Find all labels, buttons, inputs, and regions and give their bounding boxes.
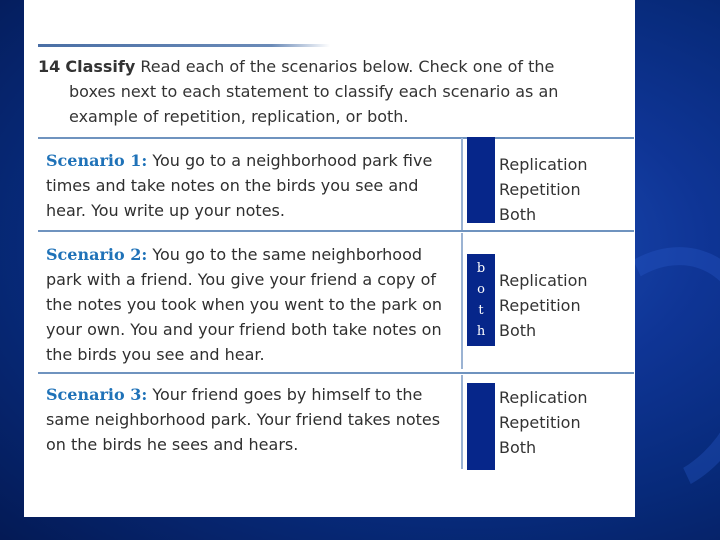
option-both[interactable]: Both [499, 321, 537, 340]
option-both[interactable]: Both [499, 205, 537, 224]
option-replication[interactable]: Replication [499, 271, 588, 290]
scenario-2-label: Scenario 2: [46, 245, 148, 264]
scenario-2-line-5: the birds you see and hear. [46, 345, 265, 364]
separator-scenario-2 [38, 230, 634, 232]
scenario-3-options [499, 385, 588, 460]
scenario-1-label: Scenario 1: [46, 151, 148, 170]
worksheet-image [24, 0, 635, 517]
separator-scenario-3 [38, 372, 634, 374]
instruction-line-2: boxes next to each statement to classify each scenario as an [69, 82, 559, 101]
scenario-3-answer-box[interactable] [467, 383, 495, 470]
scenario-3-divider [461, 375, 463, 469]
scenario-2-divider [461, 233, 463, 369]
scenario-2-options [499, 268, 588, 343]
option-repetition[interactable]: Repetition [499, 413, 581, 432]
scenario-3-line-2: same neighborhood park. Your friend takes notes [46, 410, 441, 429]
answer-letter: t [478, 303, 484, 318]
scenario-3-text [46, 382, 458, 457]
instruction-line-1: Read each of the scenarios below. Check one of the [140, 57, 555, 76]
scenario-2-answer-box[interactable] [467, 254, 495, 346]
option-both[interactable]: Both [499, 438, 537, 457]
scenario-2-line-2: park with a friend. You give your friend a copy of [46, 270, 436, 289]
option-repetition[interactable]: Repetition [499, 180, 581, 199]
scenario-1-line-3: hear. You write up your notes. [46, 201, 285, 220]
scenario-3-label: Scenario 3: [46, 385, 148, 404]
scenario-1-line-1: You go to a neighborhood park five [147, 151, 433, 170]
scenario-1-text [46, 148, 458, 223]
answer-letter: o [477, 282, 485, 297]
scenario-2-line-1: You go to the same neighborhood [147, 245, 423, 264]
scenario-2-line-4: your own. You and your friend both take notes on [46, 320, 442, 339]
instruction-line-3: example of repetition, replication, or both. [69, 107, 409, 126]
separator-top [38, 137, 634, 139]
option-replication[interactable]: Replication [499, 388, 588, 407]
exercise-keyword: Classify [65, 57, 136, 76]
scenario-2-line-3: the notes you took when you went to the park on [46, 295, 443, 314]
answer-letter: b [476, 261, 486, 276]
answer-letter: h [476, 324, 486, 339]
scenario-1-divider [461, 138, 463, 230]
scenario-1-answer-box[interactable] [467, 137, 495, 223]
top-rule [38, 44, 330, 47]
scenario-3-line-1: Your friend goes by himself to the [147, 385, 423, 404]
scenario-1-line-2: times and take notes on the birds you see and [46, 176, 419, 195]
exercise-heading [38, 54, 598, 129]
option-replication[interactable]: Replication [499, 155, 588, 174]
scenario-2-text [46, 242, 458, 367]
scenario-1-options [499, 152, 588, 227]
scenario-3-line-3: on the birds he sees and hears. [46, 435, 299, 454]
exercise-number: 14 [38, 57, 61, 76]
option-repetition[interactable]: Repetition [499, 296, 581, 315]
